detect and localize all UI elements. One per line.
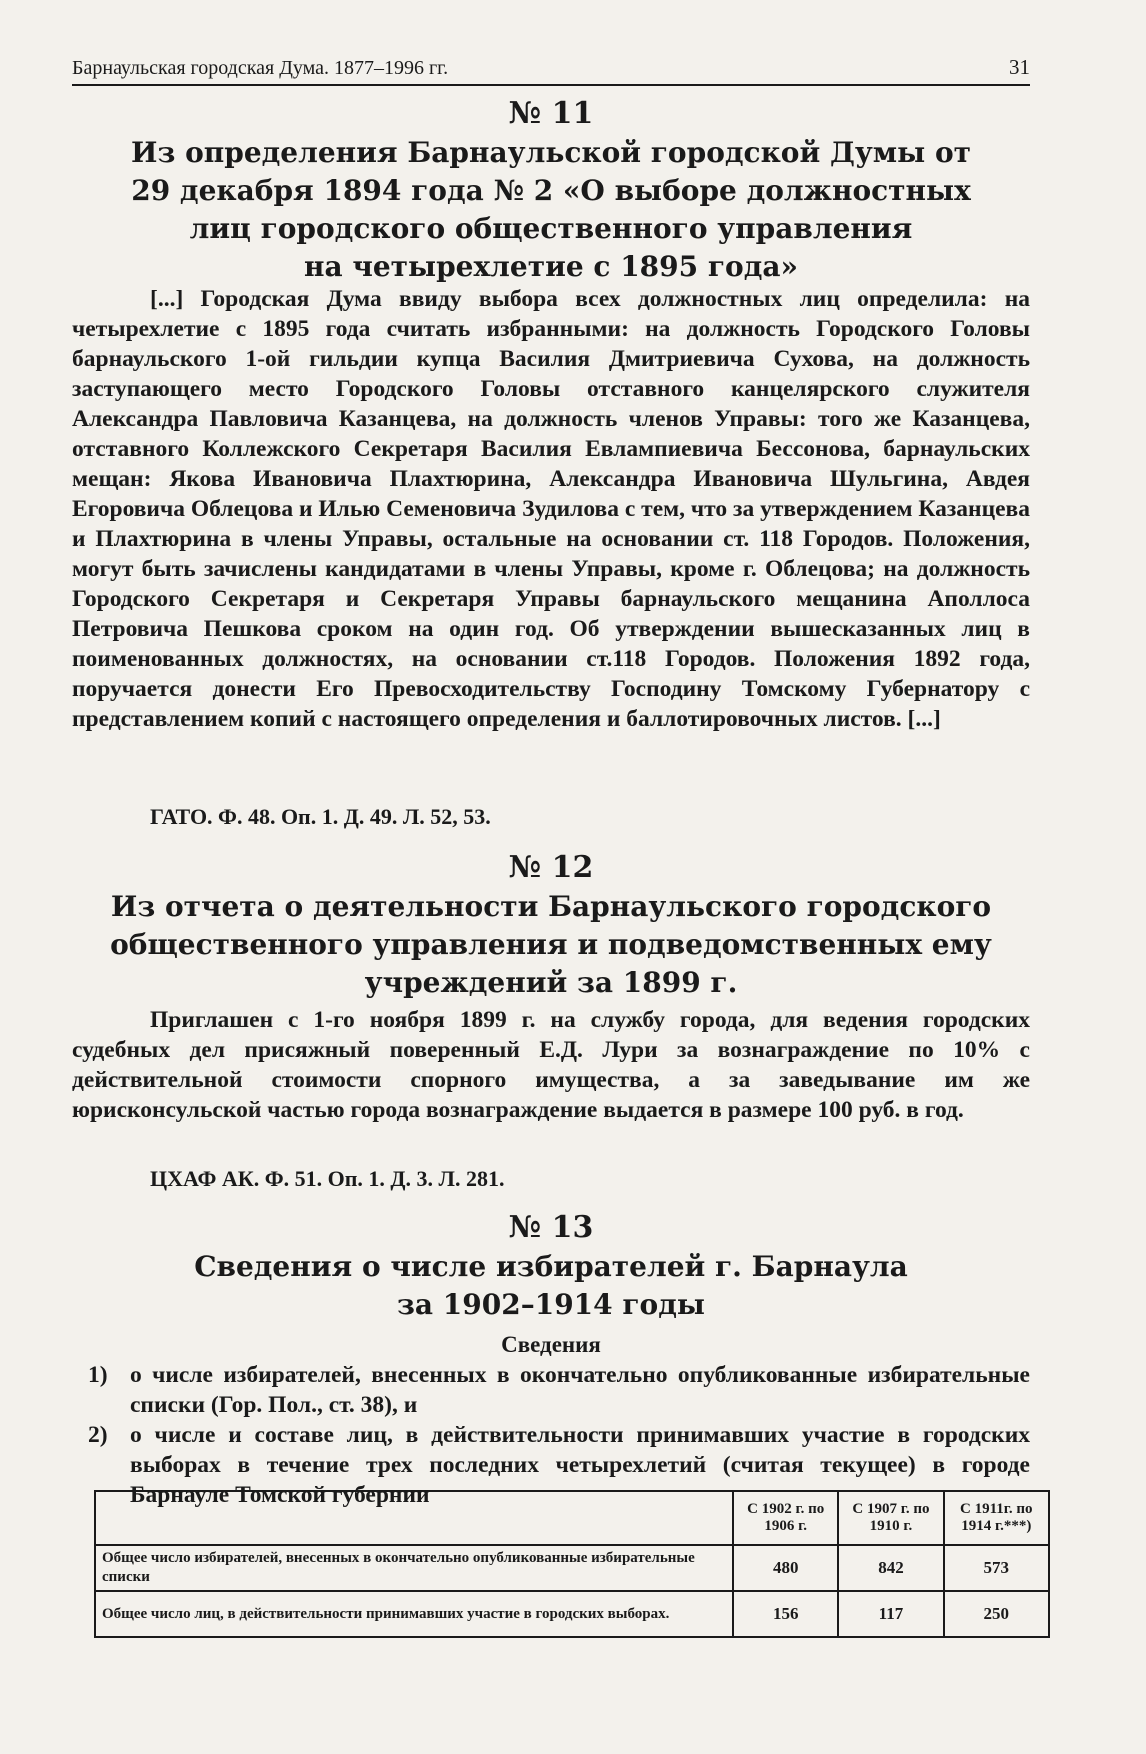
doc-13-number: № 13 (508, 1210, 594, 1245)
table-cell: 573 (944, 1545, 1049, 1591)
row-label: Общее число избирателей, внесенных в окончательно опубликованные избирательные списки (95, 1545, 733, 1591)
doc-13-subheading: Сведения (501, 1332, 601, 1357)
page-number: 31 (1009, 55, 1030, 79)
doc-12-title-line: общественного управления и подведомственных ему (110, 928, 992, 961)
table-cell: 842 (838, 1545, 943, 1591)
doc-13-title-line: за 1902–1914 годы (397, 1288, 705, 1321)
list-item-number: 2) (88, 1422, 108, 1448)
list-item (72, 1360, 1030, 1420)
doc-11-source: ГАТО. Ф. 48. Оп. 1. Д. 49. Л. 52, 53. (150, 804, 491, 829)
list-item-text: о числе и составе лиц, в действительности принимавших участие в городских выборах в течение трех последних четырехлетий (считая текущее) в городе Барнауле Томской губернии (130, 1422, 1030, 1508)
column-header: С 1911г. по 1914 г.***) (944, 1491, 1049, 1545)
table-cell: 250 (944, 1591, 1049, 1637)
doc-11-title-line: лиц городского общественного управления (189, 212, 913, 245)
doc-12-number: № 12 (508, 850, 594, 885)
doc-11-title-line: на четырехлетие с 1895 года» (303, 250, 799, 283)
column-header: С 1902 г. по 1906 г. (733, 1491, 838, 1545)
table-cell: 156 (733, 1591, 838, 1637)
doc-11-title-line: Из определения Барнаульской городской Думы от (131, 136, 971, 169)
running-header (72, 50, 1030, 86)
doc-12-title-line: Из отчета о деятельности Барнаульского городского (110, 890, 992, 923)
doc-12-title (72, 888, 1030, 1002)
doc-13-title-line: Сведения о числе избирателей г. Барнаула (194, 1250, 908, 1283)
doc-11-title (72, 134, 1030, 286)
doc-13-title (72, 1248, 1030, 1324)
table-cell: 480 (733, 1545, 838, 1591)
doc-12-source: ЦХАФ АК. Ф. 51. Оп. 1. Д. 3. Л. 281. (150, 1166, 505, 1191)
list-item-number: 1) (88, 1362, 108, 1388)
doc-11-number: № 11 (508, 96, 594, 131)
voters-table (94, 1490, 1050, 1638)
running-title: Барнаульская городская Дума. 1877–1996 гг. (72, 57, 449, 79)
column-header: С 1907 г. по 1910 г. (838, 1491, 943, 1545)
doc-11-title-line: 29 декабря 1894 года № 2 «О выборе должностных (131, 174, 971, 207)
row-label: Общее число лиц, в действительности принимавших участие в городских выборах. (95, 1591, 733, 1637)
doc-12-body: Приглашен с 1-го ноября 1899 г. на службу города, для ведения городских судебных дел присяжный поверенный Е.Д. Лури за вознаграждение по 10% с действительной стоимости спорного имущества, а за заведывание им же юрисконсульской частью города вознаграждение выдается в размере 100 руб. в год. (72, 1007, 1030, 1123)
table-row (95, 1545, 1049, 1591)
doc-11-body: [...] Городская Дума ввиду выбора всех должностных лиц определила: на четырехлетие с 1895 года считать избранными: на должность Городского Головы барнаульского 1-ой гильдии купца Василия Дмитриевича Сухова, на должность заступающего место Городского Головы отставного канцелярского служителя Александра Павловича Казанцева, на должность членов Управы: того же Казанцева, отставного Коллежского Секретаря Василия Евлампиевича Бессонова, барнаульских мещан: Якова Ивановича Плахтюрина, Александра Ивановича Шульгина, Авдея Егоровича Облецова и Илью Семеновича Зудилова с тем, что за утверждением Казанцева и Плахтюрина в члены Управы, остальные на основании ст. 118 Городов. Положения, могут быть зачислены кандидатами в члены Управы, кроме г. Облецова; на должность Городского Секретаря и Секретаря Управы барнаульского мещанина Аполлоса Петровича Пешкова сроком на один год. Об утверждении вышесказанных лиц в поименованных должностях, на основании ст.118 Городов. Положения 1892 года, поручается донести Его Превосходительству Господину Томскому Губернатору с представлением копий с настоящего определения и баллотировочных листов. [...] (72, 286, 1030, 732)
table-header-row (95, 1491, 1049, 1545)
doc-12-title-line: учреждений за 1899 г. (364, 966, 738, 999)
list-item-text: о числе избирателей, внесенных в окончательно опубликованные избирательные списки (Гор. Пол., ст. 38), и (130, 1362, 1030, 1418)
table-row (95, 1591, 1049, 1637)
table-cell: 117 (838, 1591, 943, 1637)
column-header (95, 1491, 733, 1545)
